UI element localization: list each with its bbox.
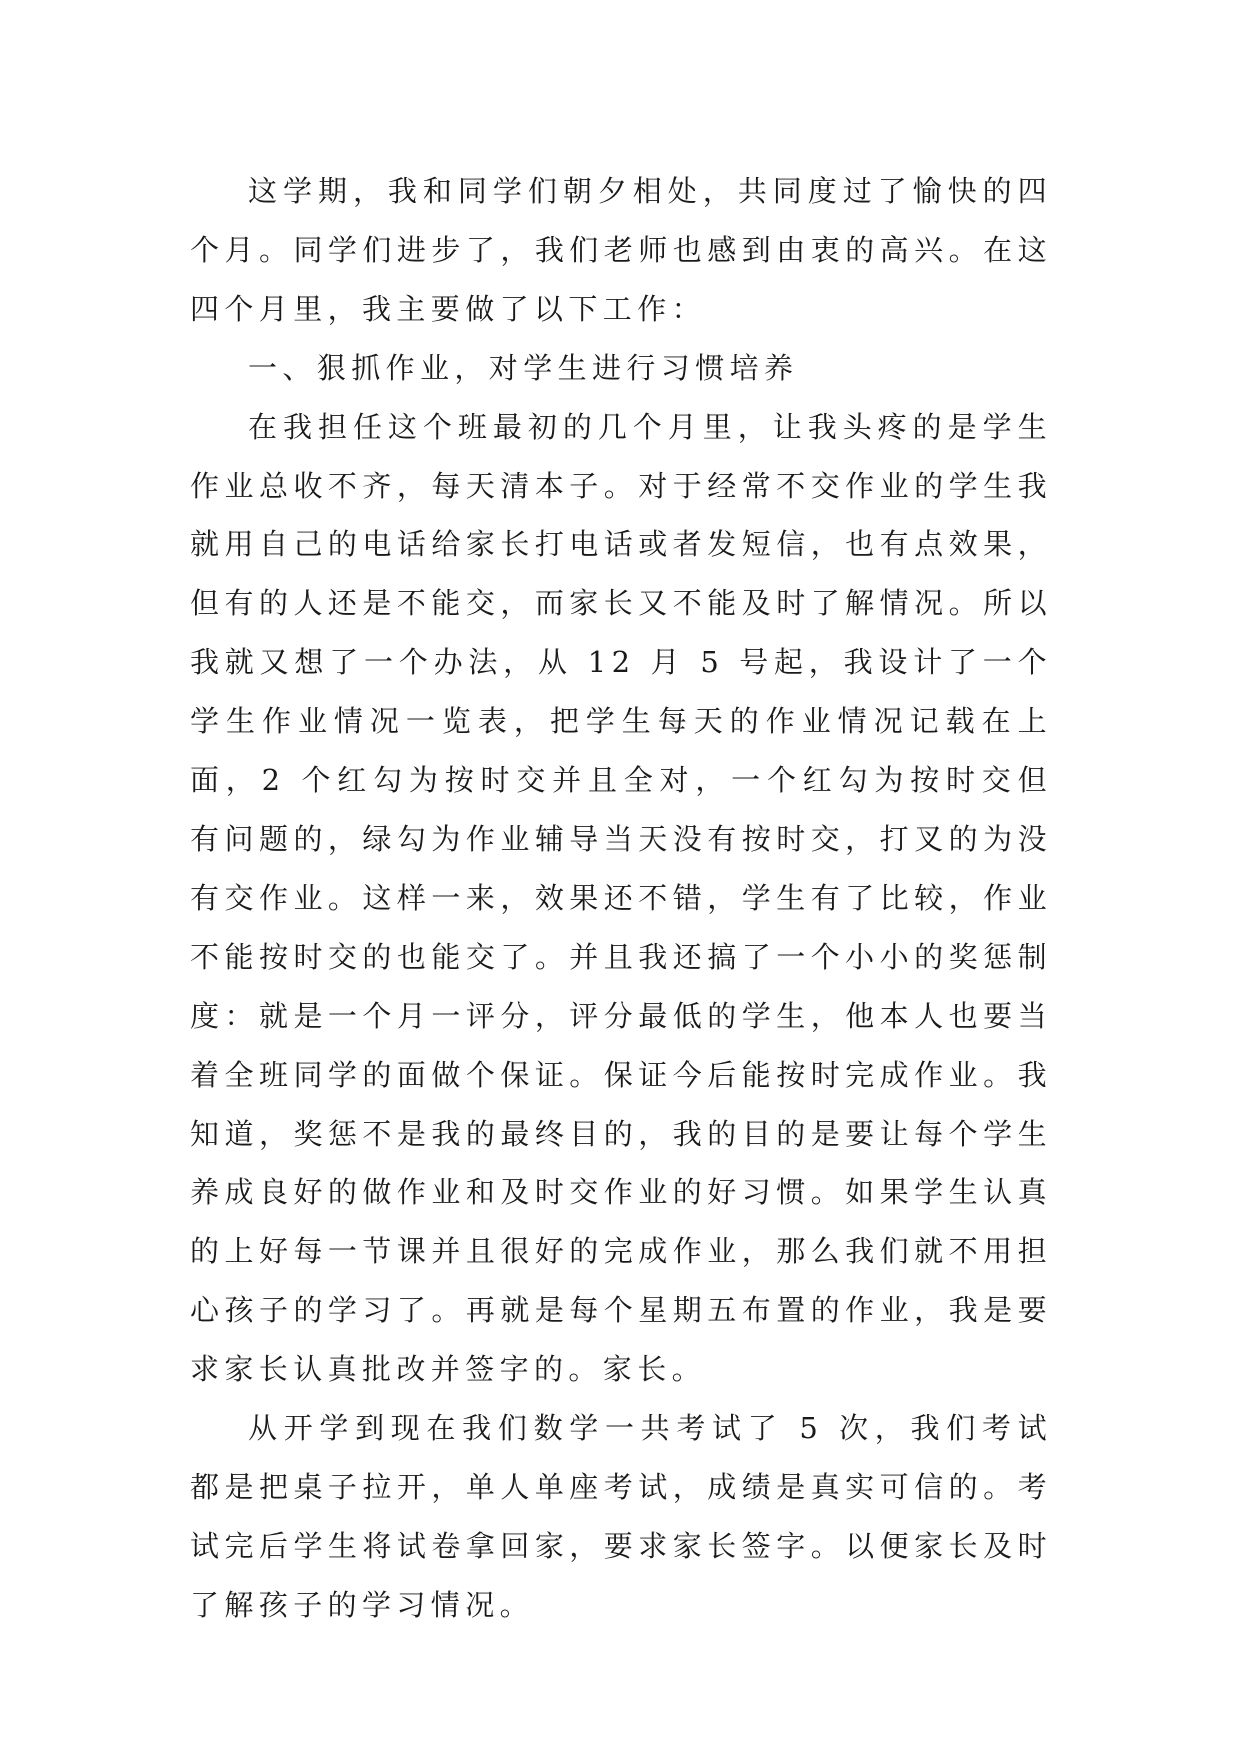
paragraph-exams: 从开学到现在我们数学一共考试了 5 次，我们考试都是把桌子拉开，单人单座考试，成绩是真实可信的。考试完后学生将试卷拿回家，要求家长签字。以便家长及时了解孩子的学习情况。 <box>190 1411 1052 1622</box>
document-body <box>190 162 1052 1635</box>
paragraph-intro: 这学期，我和同学们朝夕相处，共同度过了愉快的四个月。同学们进步了，我们老师也感到由衷的高兴。在这四个月里，我主要做了以下工作： <box>190 174 1052 326</box>
section-heading: 一、狠抓作业，对学生进行习惯培养 <box>248 350 799 385</box>
paragraph-homework: 在我担任这个班最初的几个月里，让我头疼的是学生作业总收不齐，每天清本子。对于经常不交作业的学生我就用自己的电话给家长打电话或者发短信，也有点效果，但有的人还是不能交，而家长又不能及时了解情况。所以我就又想了一个办法，从 12 月 5 号起，我设计了一个学生作业情况一览表，把学生每天的作业情况记载在上面，2 个红勾为按时交并且全对，一个红勾为按时交但有问题的，绿勾为作业辅导当天没有按时交，打叉的为没有交作业。这样一来，效果还不错，学生有了比较，作业不能按时交的也能交了。并且我还搞了一个小小的奖惩制度：就是一个月一评分，评分最低的学生，他本人也要当着全班同学的面做个保证。保证今后能按时完成作业。我知道，奖惩不是我的最终目的，我的目的是要让每个学生养成良好的做作业和及时交作业的好习惯。如果学生认真的上好每一节课并且很好的完成作业，那么我们就不用担心孩子的学习了。再就是每个星期五布置的作业，我是要求家长认真批改并签字的。家长。 <box>190 409 1052 1387</box>
